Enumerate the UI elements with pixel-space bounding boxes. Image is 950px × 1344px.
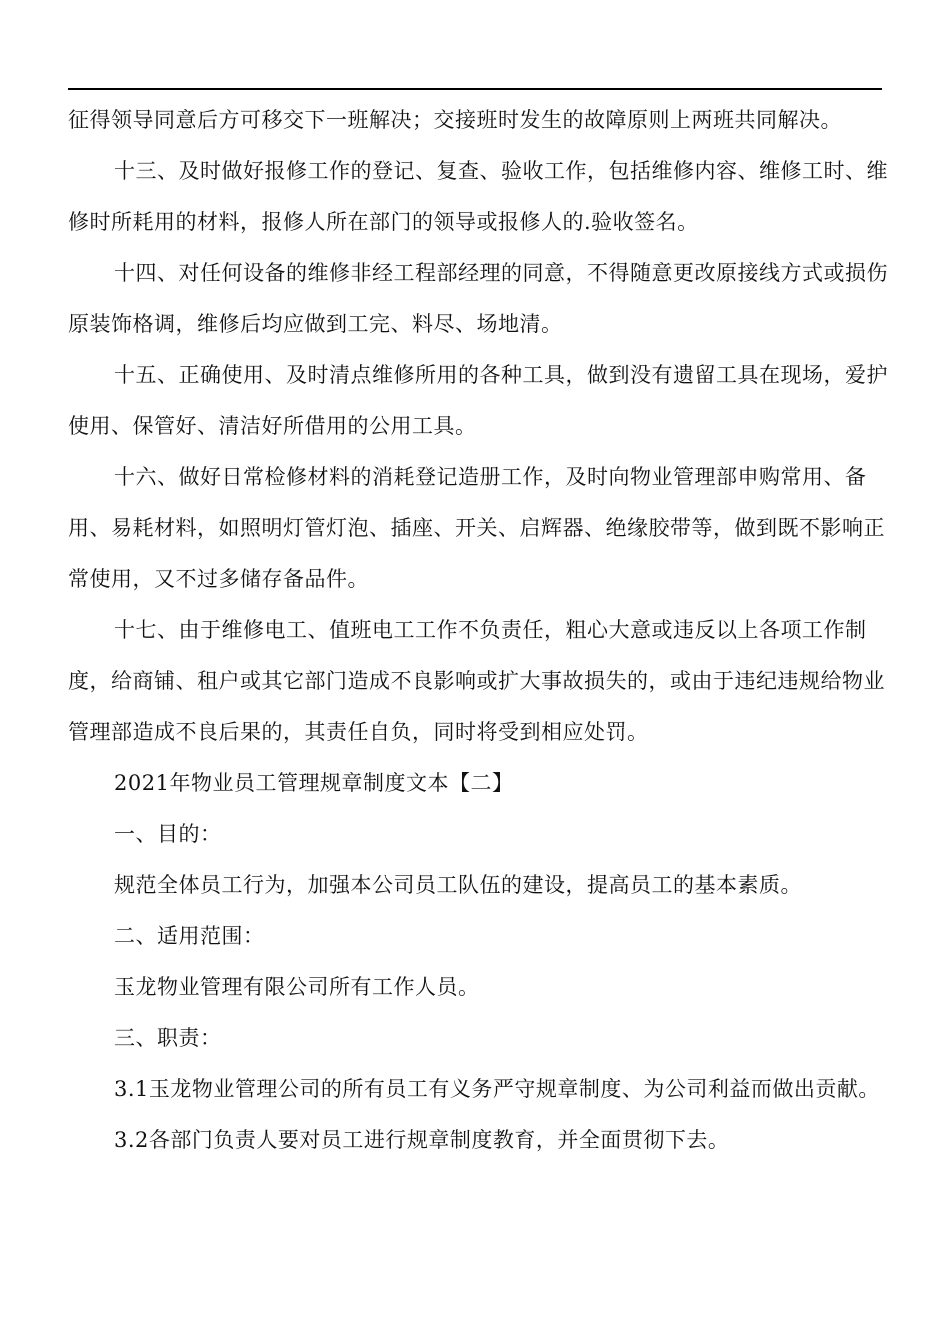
paragraph: 征得领导同意后方可移交下一班解决；交接班时发生的故障原则上两班共同解决。 bbox=[68, 108, 842, 132]
paragraph: 十七、由于维修电工、值班电工工作不负责任，粗心大意或违反以上各项工作制度，给商铺、租户或其它部门造成不良影响或扩大事故损失的，或由于违纪违规给物业管理部造成不良后果的，其责任自负，同时将受到相应处罚。 bbox=[68, 618, 885, 744]
section-heading: 2021年物业员工管理规章制度文本【二】 bbox=[114, 771, 514, 795]
paragraph: 十四、对任何设备的维修非经工程部经理的同意，不得随意更改原接线方式或损伤原装饰格调，维修后均应做到工完、料尽、场地清。 bbox=[68, 261, 888, 336]
paragraph: 3.1玉龙物业管理公司的所有员工有义务严守规章制度、为公司利益而做出贡献。 bbox=[114, 1077, 880, 1101]
header-rule bbox=[68, 88, 882, 90]
paragraph: 规范全体员工行为，加强本公司员工队伍的建设，提高员工的基本素质。 bbox=[114, 873, 802, 897]
document-body bbox=[68, 95, 898, 1166]
paragraph: 3.2各部门负责人要对员工进行规章制度教育，并全面贯彻下去。 bbox=[114, 1128, 730, 1152]
subheading: 二、适用范围： bbox=[114, 924, 265, 948]
subheading: 三、职责： bbox=[114, 1026, 222, 1050]
subheading: 一、目的： bbox=[114, 822, 222, 846]
paragraph: 玉龙物业管理有限公司所有工作人员。 bbox=[114, 975, 480, 999]
paragraph: 十五、正确使用、及时清点维修所用的各种工具，做到没有遗留工具在现场，爱护使用、保管好、清洁好所借用的公用工具。 bbox=[68, 363, 888, 438]
paragraph: 十六、做好日常检修材料的消耗登记造册工作，及时向物业管理部申购常用、备用、易耗材料，如照明灯管灯泡、插座、开关、启辉器、绝缘胶带等，做到既不影响正常使用，又不过多储存备品件。 bbox=[68, 465, 885, 591]
paragraph: 十三、及时做好报修工作的登记、复查、验收工作，包括维修内容、维修工时、维修时所耗用的材料，报修人所在部门的领导或报修人的.验收签名。 bbox=[68, 159, 888, 234]
